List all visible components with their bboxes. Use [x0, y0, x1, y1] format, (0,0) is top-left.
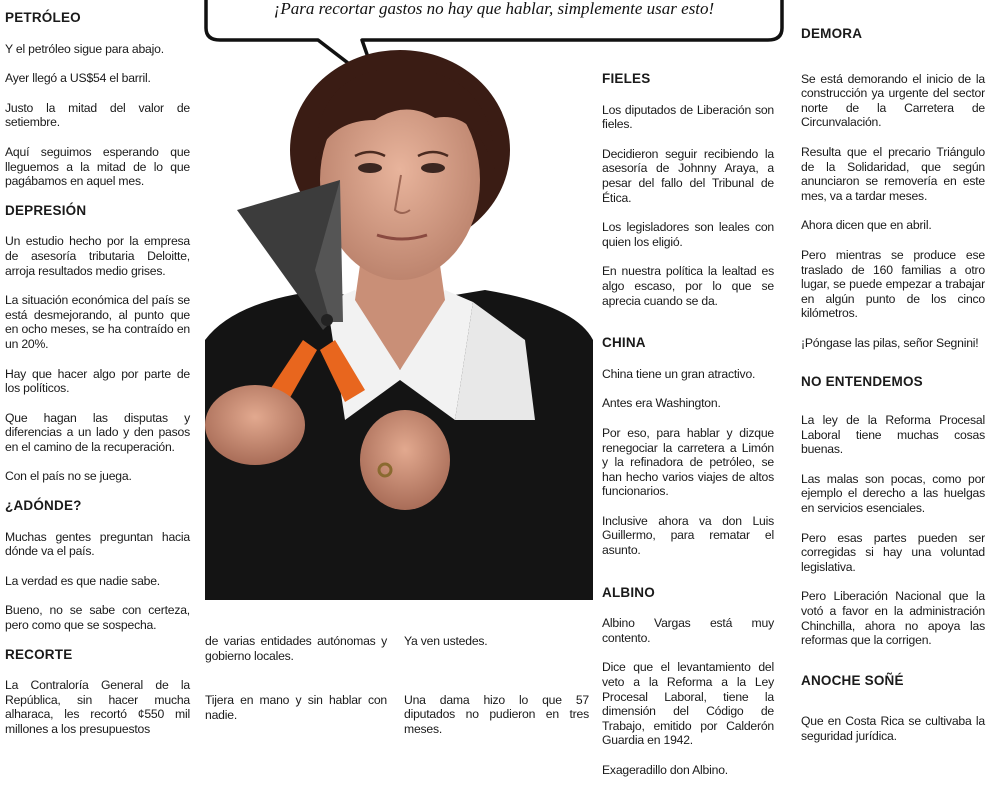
section-title-albino: ALBINO [602, 584, 655, 600]
paragraph: Inclusive ahora va don Luis Guillermo, para rematar el asunto. [602, 513, 774, 558]
section-title-petroleo: PETRÓLEO [5, 10, 81, 25]
paragraph: Pero mientras se produce ese traslado de 160 familias a otro lugar, se puede empezar a trabajar en algún punto de los cinco kilómetros. [801, 247, 985, 321]
paragraph: Ayer llegó a US$54 el barril. [5, 71, 151, 86]
paragraph: China tiene un gran atractivo. [602, 366, 756, 381]
paragraph: Muchas gentes preguntan hacia dónde va el país. [5, 529, 190, 559]
section-title-china: CHINA [602, 335, 646, 351]
paragraph: Se está demorando el inicio de la construcción ya urgente del sector norte de la Carretera de Circunvalación. [801, 71, 985, 130]
paragraph: Hay que hacer algo por parte de los políticos. [5, 366, 190, 396]
paragraph: Bueno, no se sabe con certeza, pero como que se sospecha. [5, 603, 190, 633]
column-2-bottom [205, 634, 387, 722]
paragraph: Una dama hizo lo que 57 diputados no pudieron en tres meses. [404, 692, 589, 736]
paragraph: Aquí seguimos esperando que lleguemos a la mitad de lo que pagábamos en aquel mes. [5, 144, 190, 189]
paragraph: Por eso, para hablar y dizque renegociar la carretera a Limón y la refinadora de petróleo, se han hecho varios viajes de altos funcionarios. [602, 425, 774, 499]
paragraph: Exageradillo don Albino. [602, 763, 728, 777]
paragraph: La situación económica del país se está desmejorando, al punto que en ocho meses, se ha contraído en un 20%. [5, 293, 190, 351]
paragraph: Justo la mitad del valor de setiembre. [5, 100, 190, 130]
paragraph: Dice que el levantamiento del veto a la Reforma a la Ley Procesal Laboral, tiene la dimensión del Código de Trabajo, emitido por Calderón Guardia en 1942. [602, 660, 774, 748]
paragraph: Que en Costa Rica se cultivaba la seguridad jurídica. [801, 714, 985, 743]
column-1 [5, 11, 190, 752]
section-title-adonde: ¿ADÓNDE? [5, 498, 82, 514]
section-title-depresion: DEPRESIÓN [5, 202, 87, 218]
paragraph: Que hagan las disputas y diferencias a un lado y den pasos en el camino de la recuperación. [5, 410, 190, 454]
paragraph: Pero Liberación Nacional que la votó a favor en la administración Chinchilla, ahora no apoya las reformas que la corrigen. [801, 589, 985, 648]
section-title-fieles: FIELES [602, 71, 651, 86]
column-3 [602, 72, 774, 793]
section-title-recorte: RECORTE [5, 646, 73, 662]
paragraph: Ya ven ustedes. [404, 634, 488, 648]
paragraph: En nuestra política la lealtad es algo escaso, por lo que se aprecia cuando se da. [602, 264, 774, 308]
section-title-anoche-sone: ANOCHE SOÑÉ [801, 672, 904, 688]
paragraph: ¡Póngase las pilas, señor Segnini! [801, 335, 979, 350]
paragraph: Albino Vargas está muy contento. [602, 616, 774, 645]
paragraph: La verdad es que nadie sabe. [5, 573, 160, 588]
paragraph: La Contraloría General de la República, sin hacer mucha alharaca, les recortó ¢550 mil millones a los presupuestos [5, 678, 190, 736]
section-title-demora: DEMORA [801, 26, 863, 41]
paragraph: Decidieron seguir recibiendo la asesoría de Johnny Araya, a pesar del fallo del Tribunal de Ética. [602, 146, 774, 205]
column-2b-bottom [404, 634, 589, 736]
column-4 [801, 27, 985, 759]
paragraph: Tijera en mano y sin hablar con nadie. [205, 693, 387, 722]
paragraph: Los legisladores son leales con quien los eligió. [602, 220, 774, 249]
paragraph: Las malas son pocas, como por ejemplo el derecho a las huelgas en servicios esenciales. [801, 471, 985, 516]
paragraph: Pero esas partes pueden ser corregidas si hay una voluntad legislativa. [801, 530, 985, 574]
bubble-text: ¡Para recortar gastos no hay que hablar, simplemente usar esto! [273, 0, 715, 18]
woman-with-scissors-photo [205, 40, 593, 600]
paragraph: Antes era Washington. [602, 396, 721, 411]
paragraph: Resulta que el precario Triángulo de la Solidaridad, que según anunciaron se removería en este mes, va a tardar meses. [801, 144, 985, 203]
paragraph: La ley de la Reforma Procesal Laboral tiene muchas cosas buenas. [801, 413, 985, 457]
paragraph: Y el petróleo sigue para abajo. [5, 41, 164, 56]
paragraph: Ahora dicen que en abril. [801, 218, 932, 233]
paragraph: Con el país no se juega. [5, 469, 132, 484]
paragraph: Los diputados de Liberación son fieles. [602, 102, 774, 132]
paragraph: Un estudio hecho por la empresa de asesoría tributaria Deloitte, arroja resultados medio grises. [5, 234, 190, 278]
section-title-no-entendemos: NO ENTENDEMOS [801, 373, 923, 389]
paragraph: de varias entidades autónomas y gobierno locales. [205, 634, 387, 663]
